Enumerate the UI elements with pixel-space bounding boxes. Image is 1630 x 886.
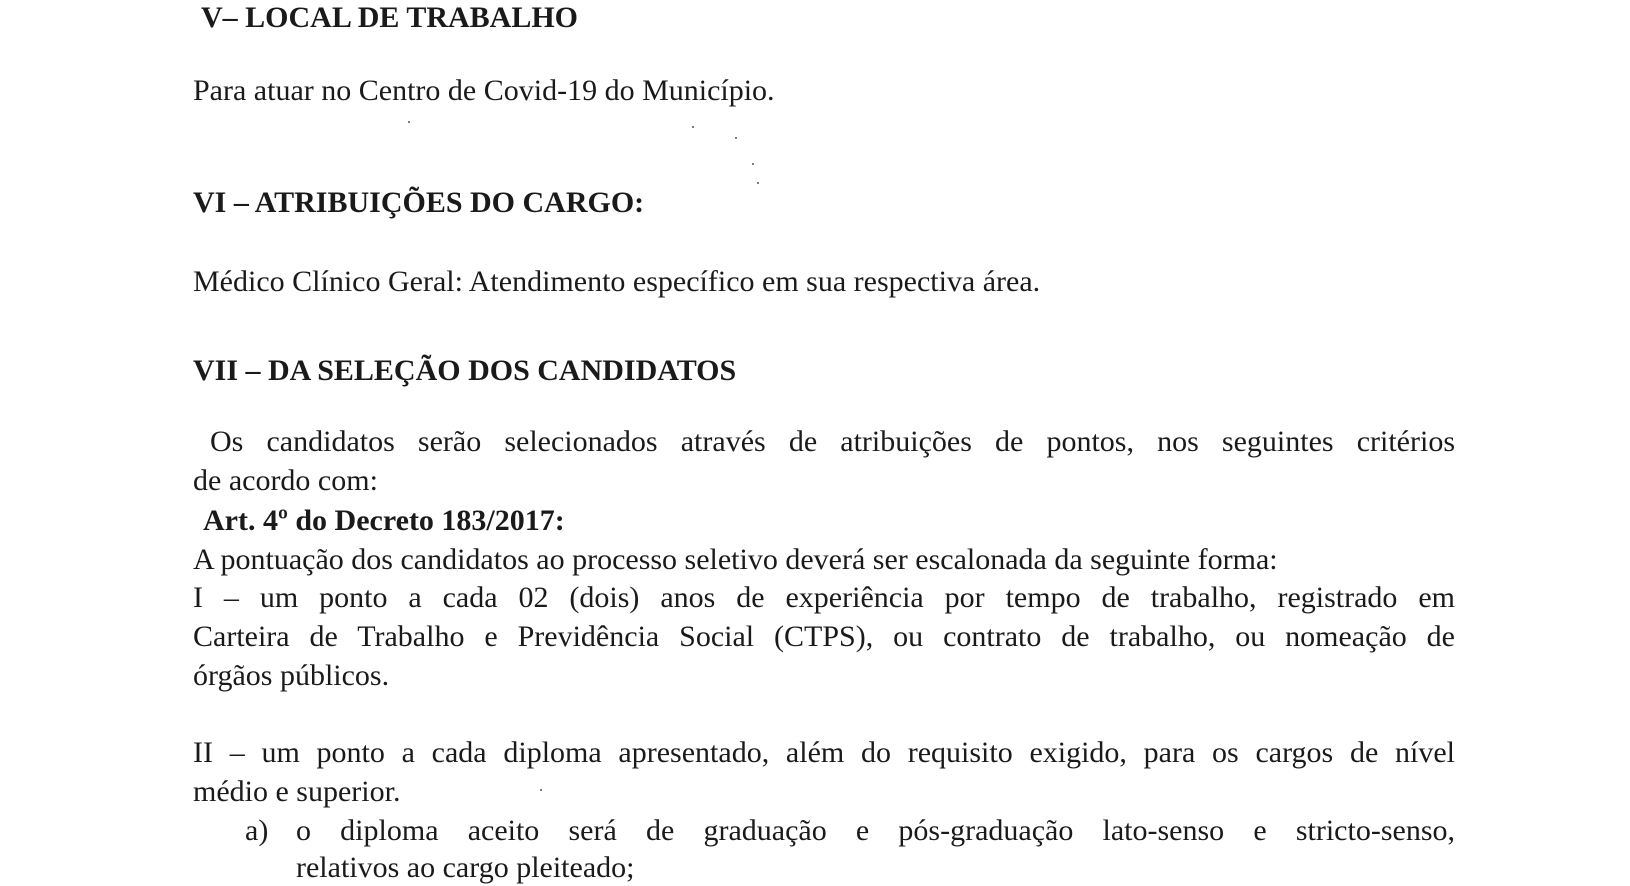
section-v-body: Para atuar no Centro de Covid-19 do Município. <box>193 74 775 107</box>
intro-line-2: de acordo com: <box>193 464 378 497</box>
item-i-line-3: órgãos públicos. <box>193 659 390 692</box>
scoring-intro: A pontuação dos candidatos ao processo seletivo deverá ser escalonada da seguinte forma: <box>193 543 1278 576</box>
section-v-heading: V– LOCAL DE TRABALHO <box>201 1 579 34</box>
scan-speck <box>735 137 737 139</box>
scan-speck <box>408 121 410 123</box>
item-ii-line-1: II – um ponto a cada diploma apresentado, além do requisito exigido, para os cargos de nível <box>193 736 1455 769</box>
item-a-marker: a) <box>245 814 269 847</box>
intro-line-1: Os candidatos serão selecionados através de atribuições de pontos, nos seguintes critérios <box>210 425 1455 458</box>
scan-speck <box>692 126 694 128</box>
scan-speck <box>757 182 759 184</box>
item-i-line-1: I – um ponto a cada 02 (dois) anos de experiência por tempo de trabalho, registrado em <box>193 581 1455 614</box>
section-vii-heading: VII – DA SELEÇÃO DOS CANDIDATOS <box>193 354 737 387</box>
section-vi-heading: VI – ATRIBUIÇÕES DO CARGO: <box>193 186 645 219</box>
item-ii-line-2: médio e superior. <box>193 775 401 808</box>
item-a-line-1: o diploma aceito será de graduação e pós-graduação lato-senso e stricto-senso, <box>296 814 1455 847</box>
item-i-line-2: Carteira de Trabalho e Previdência Social (CTPS), ou contrato de trabalho, ou nomeação de <box>193 620 1455 653</box>
scan-speck <box>540 789 542 791</box>
item-a-line-2-partial: relativos ao cargo pleiteado; <box>296 851 635 884</box>
section-vi-body: Médico Clínico Geral: Atendimento específico em sua respectiva área. <box>193 265 1041 298</box>
scan-speck <box>752 163 754 165</box>
article-reference: Art. 4º do Decreto 183/2017: <box>203 504 565 537</box>
